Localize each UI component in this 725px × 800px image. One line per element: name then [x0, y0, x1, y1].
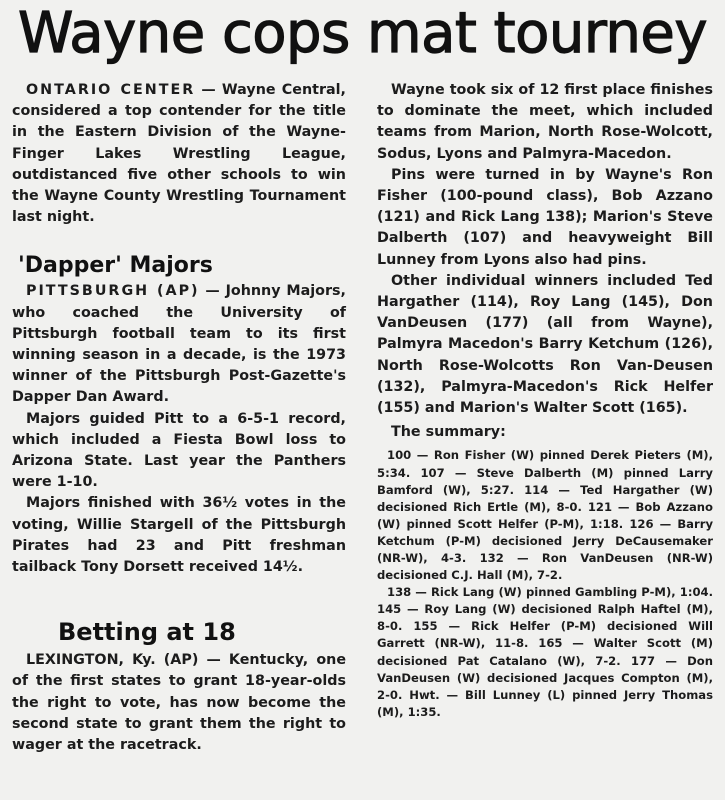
- story-paragraph: Pins were turned in by Wayne's Ron Fisher (100-pound class), Bob Azzano (121) and Rick Lang 138); Marion's Steve Dalberth (107) and heavyweight Bill Lunney from Lyons also had pins.: [377, 166, 713, 268]
- story-paragraph: Majors guided Pitt to a 6-5-1 record, which included a Fiesta Bowl loss to Arizona State. Last year the Panthers were 1-10.: [12, 410, 346, 491]
- summary-paragraph: 100 — Ron Fisher (W) pinned Derek Pieters (M), 5:34. 107 — Steve Dalberth (M) pinned Larry Bamford (W), 5:27. 114 — Ted Hargather (W) decisioned Rich Ertle (M), 8-0. 121 — Bob Azzano (W) pinned Scott Helfer (P-M), 1:18. 126 — Barry Ketchum (P-M) decisioned Jerry DeCausemaker (NR-W), 4-3. 132 — Ron VanDeusen (NR-W) decisioned C.J. Hall (M), 7-2.: [377, 448, 713, 583]
- wrestling-story-lead: [12, 80, 346, 228]
- summary-paragraph: 138 — Rick Lang (W) pinned Gambling P-M), 1:04. 145 — Roy Lang (W) decisioned Ralph Haftel (M), 8-0. 155 — Rick Helfer (P-M) decisioned Will Garrett (NR-W), 11-8. 165 — Walter Scott (M) decisioned Pat Catalano (W), 7-2. 177 — Don VanDeusen (W) decisioned Jacques Compton (M), 2-0. Hwt. — Bill Lunney (L) pinned Jerry Thomas (M), 1:35.: [377, 585, 713, 719]
- left-column: [12, 80, 346, 756]
- dateline: PITTSBURGH (AP): [26, 283, 200, 300]
- dateline: LEXINGTON, Ky. (AP): [26, 652, 199, 669]
- headline: Wayne cops mat tourney: [17, 1, 708, 66]
- dapper-majors-story: [12, 252, 346, 578]
- story-paragraph: PITTSBURGH (AP) — Johnny Majors, who coached the University of Pittsburgh football team to its first winning season in a decade, is the 1973 winner of the Pittsburgh Post-Gazette's Dapper Dan Award.: [12, 283, 346, 406]
- betting-story: [12, 618, 346, 756]
- story-title: Betting at 18: [58, 618, 236, 647]
- story-paragraph: Other individual winners included Ted Hargather (114), Roy Lang (145), Don VanDeusen (177) (all from Wayne), Palmyra Macedon's Barry Ketchum (126), North Rose-Wolcotts Ron Van-Deusen (132), Palmyra-Macedon's Rick Helfer (155) and Marion's Walter Scott (165).: [377, 272, 713, 417]
- story-paragraph: Majors finished with 36½ votes in the voting, Willie Stargell of the Pittsburgh Pirates had 23 and Pitt freshman tailback Tony Dorsett received 14½.: [12, 495, 346, 576]
- results-summary: [377, 447, 713, 721]
- right-column: [377, 80, 713, 721]
- dateline: ONTARIO CENTER: [26, 82, 196, 98]
- story-paragraph: LEXINGTON, Ky. (AP) — Kentucky, one of the first states to grant 18-year-olds the right to vote, has now become the second state to grant them the right to wager at the racetrack.: [12, 652, 347, 754]
- story-paragraph: ONTARIO CENTER — Wayne Central, considered a top contender for the title in the Eastern Division of the Wayne-Finger Lakes Wrestling League, outdistanced five other schools to win the Wayne County Wrestling Tournament last night.: [12, 82, 346, 226]
- story-title: 'Dapper' Majors: [18, 253, 213, 279]
- summary-label: The summary:: [391, 424, 506, 441]
- story-paragraph: Wayne took six of 12 first place finishes to dominate the meet, which included teams from Marion, North Rose-Wolcott, Sodus, Lyons and Palmyra-Macedon.: [377, 82, 713, 162]
